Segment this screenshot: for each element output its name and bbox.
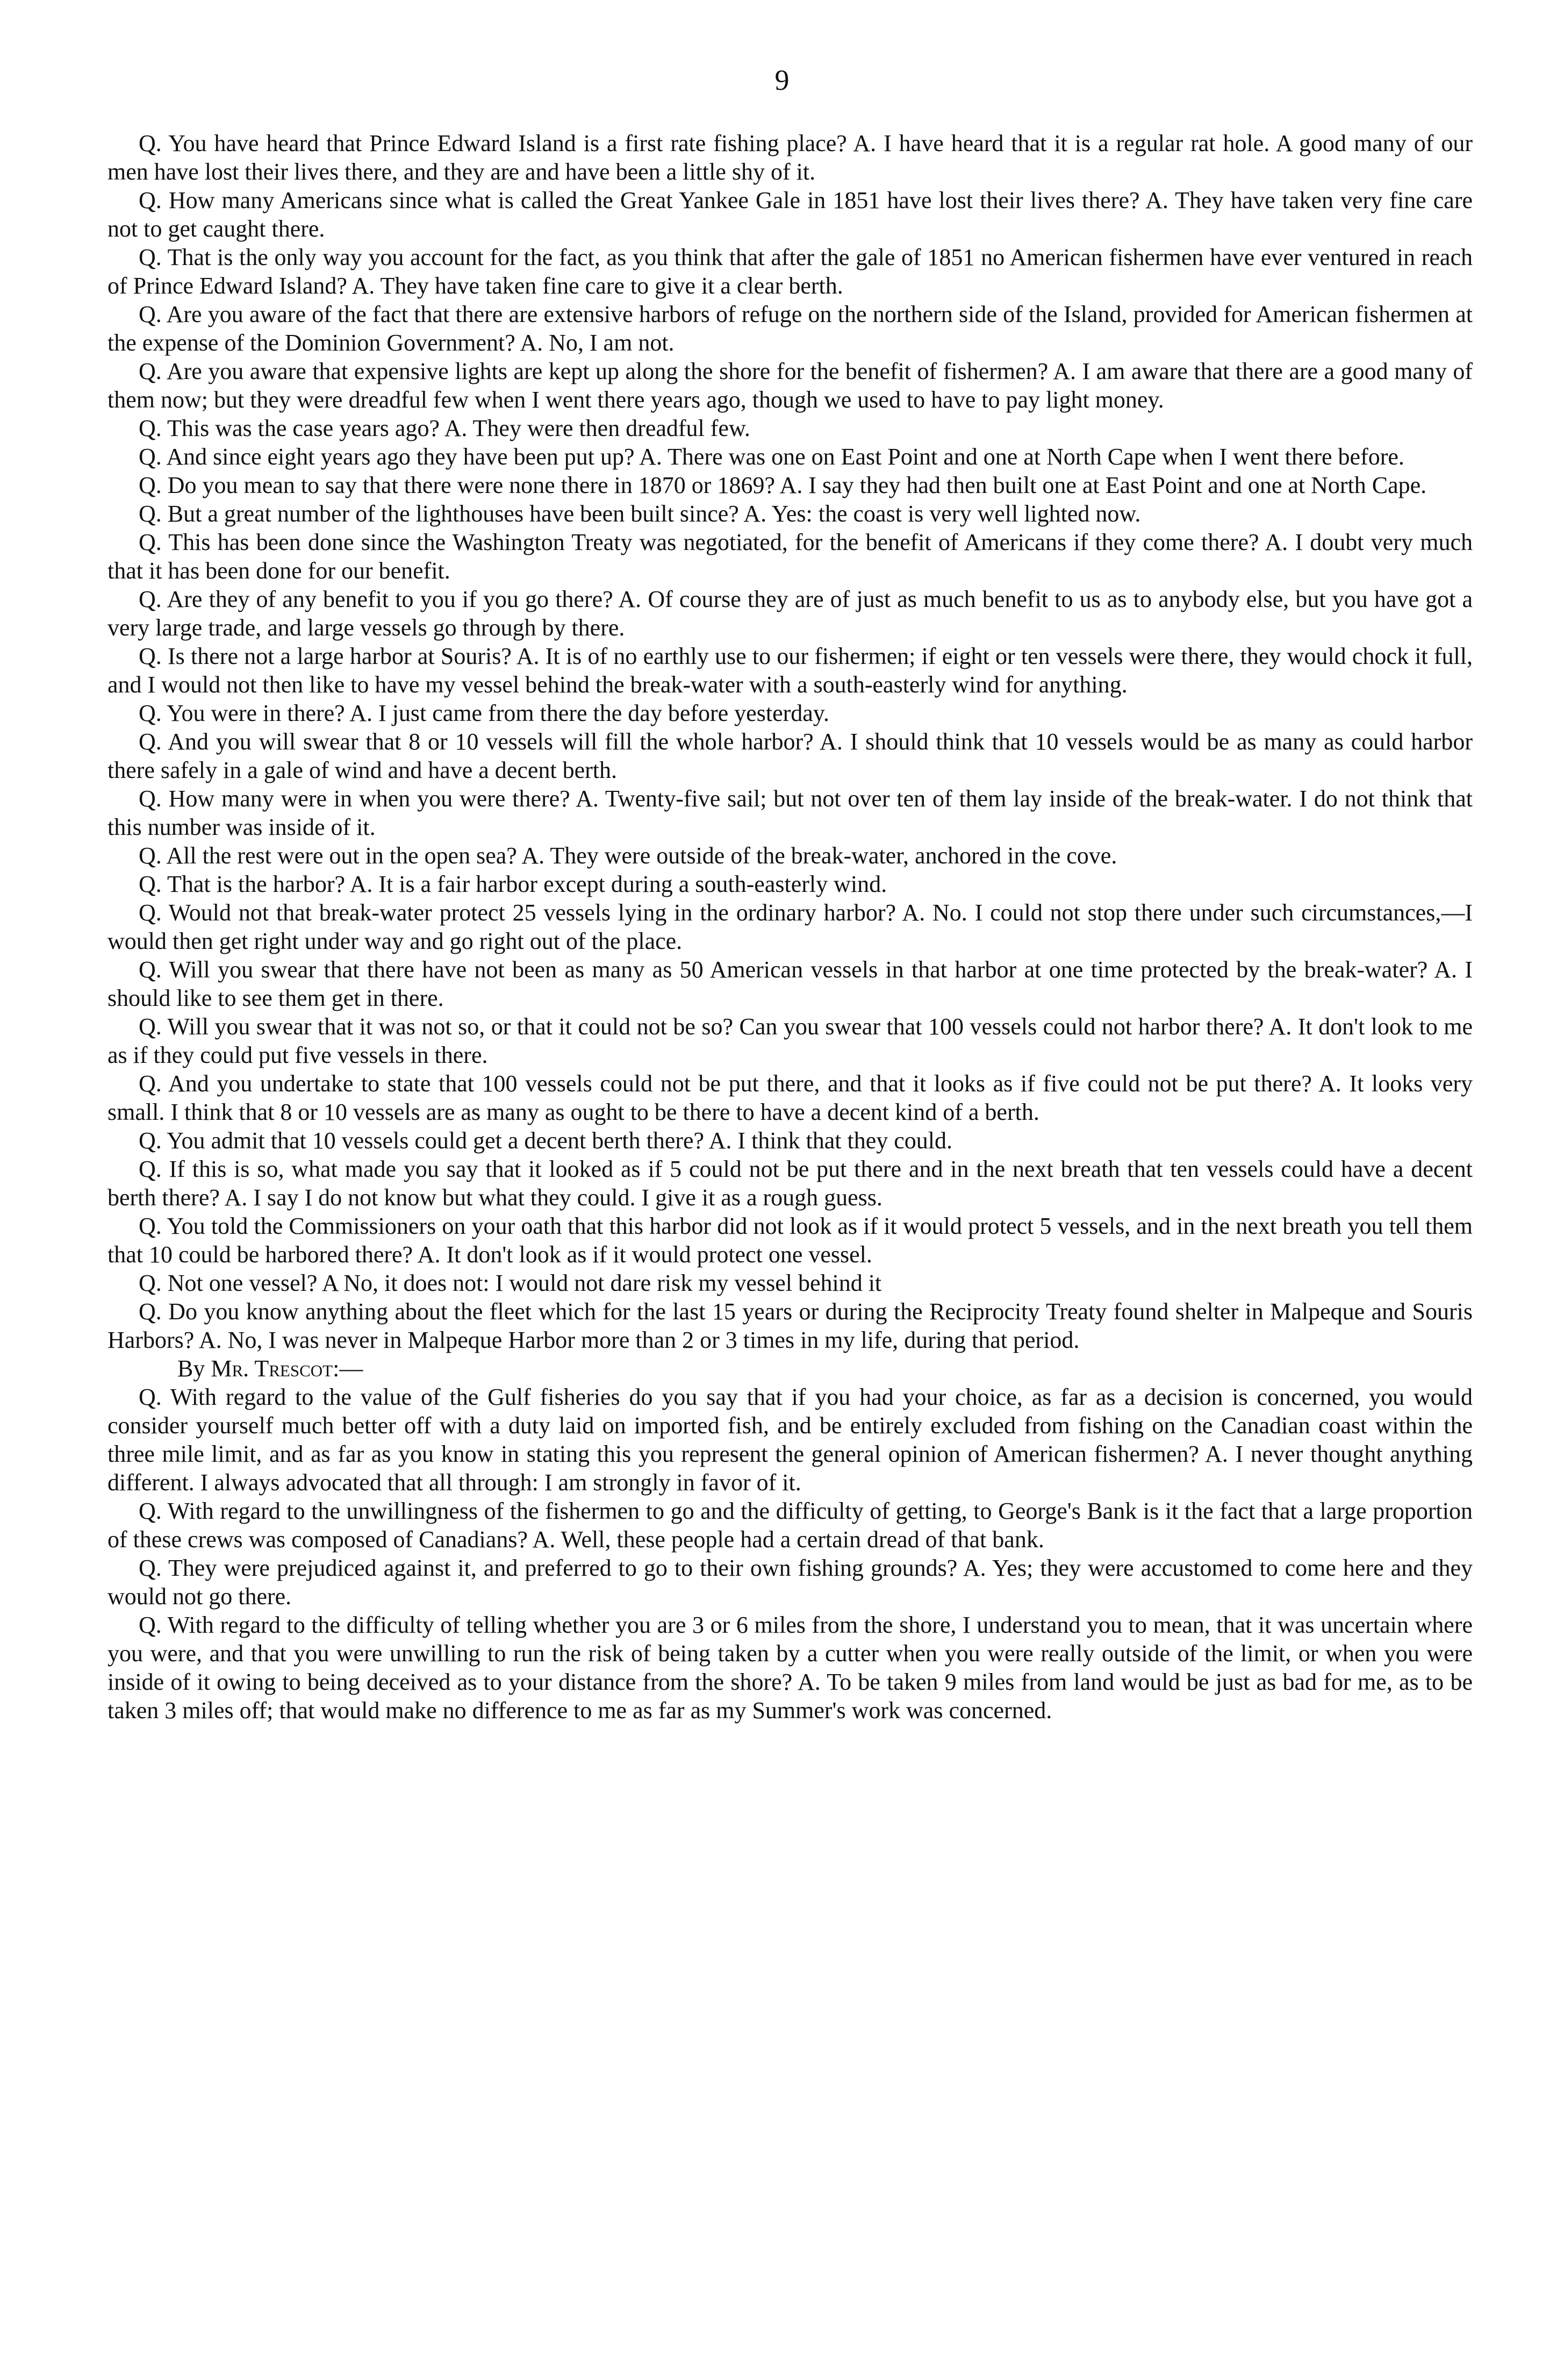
paragraph: Q. How many Americans since what is called the Great Yankee Gale in 1851 have lost their lives there? A. They have taken very fine care not to get caught there. <box>107 187 1473 242</box>
paragraph: Q. And you undertake to state that 100 vessels could not be put there, and that it looks as if five could not be put there? A. It looks very small. I think that 8 or 10 vessels are as many as ought to be there to have a decent kind of a berth. <box>107 1070 1473 1125</box>
paragraph: Q. Are you aware that expensive lights are kept up along the shore for the benefit of fishermen? A. I am aware that there are a good many of them now; but they were dreadful few when I went there years ago, though we used to have to pay light money. <box>107 358 1473 413</box>
page-number: 9 <box>774 64 790 96</box>
paragraph: Q. Do you mean to say that there were none there in 1870 or 1869? A. I say they had then built one at East Point and one at North Cape. <box>139 472 1427 498</box>
paragraph: Q. This has been done since the Washington Treaty was negotiated, for the benefit of Americans if they come there? A. I doubt very much that it has been done for our benefit. <box>107 529 1473 584</box>
paragraph: Q. But a great number of the lighthouses have been built since? A. Yes: the coast is very well lighted now. <box>139 501 1141 527</box>
paragraph: Q. Would not that break-water protect 25 vessels lying in the ordinary harbor? A. No. I could not stop there under such circumstances,—I would then get right under way and go right out of the place. <box>107 899 1473 954</box>
testimony-body <box>107 129 1473 1725</box>
paragraph: Q. And since eight years ago they have been put up? A. There was one on East Point and one at North Cape when I went there before. <box>139 444 1404 470</box>
paragraph: Q. Do you know anything about the fleet which for the last 15 years or during the Reciprocity Treaty found shelter in Malpeque and Souris Harbors? A. No, I was never in Malpeque Harbor more than 2 or 3 times in my life, during that period. <box>107 1298 1473 1353</box>
paragraph: Q. If this is so, what made you say that it looked as if 5 could not be put there and in the next breath that ten vessels could have a decent berth there? A. I say I do not know but what they could. I give it as a rough guess. <box>107 1156 1473 1211</box>
byline-suffix: :— <box>333 1355 363 1382</box>
paragraph: Q. You admit that 10 vessels could get a decent berth there? A. I think that they could. <box>139 1127 953 1154</box>
paragraph: Q. With regard to the value of the Gulf fisheries do you say that if you had your choice, as far as a decision is concerned, you would consider yourself much better off with a duty laid on imported fish, and be entirely excluded from fishing on the Canadian coast within the three mile limit, and as far as you know in stating this you represent the general opinion of American fishermen? A. I never thought anything different. I always advocated that all through: I am strongly in favor of it. <box>107 1384 1473 1496</box>
paragraph: Q. Not one vessel? A No, it does not: I would not dare risk my vessel behind it <box>139 1270 882 1296</box>
paragraph: Q. They were prejudiced against it, and preferred to go to their own fishing grounds? A. Yes; they were accustomed to come here and they would not go there. <box>107 1555 1473 1610</box>
paragraph: Q. All the rest were out in the open sea? A. They were outside of the break-water, anchored in the cove. <box>139 842 1117 869</box>
paragraph: Q. That is the only way you account for the fact, as you think that after the gale of 1851 no American fishermen have ever ventured in reach of Prince Edward Island? A. They have taken fine care to give it a clear berth. <box>107 244 1473 299</box>
paragraph: Q. And you will swear that 8 or 10 vessels will fill the whole harbor? A. I should think that 10 vessels would be as many as could harbor there safely in a gale of wind and have a decent berth. <box>107 728 1473 783</box>
examiner-name: Mr. Trescot <box>211 1355 333 1382</box>
paragraph: Q. Is there not a large harbor at Souris? A. It is of no earthly use to our fishermen; if eight or ten vessels were there, they would chock it full, and I would not then like to have my vessel behind the break-water with a south-easterly wind for anything. <box>107 643 1473 698</box>
paragraph: Q. This was the case years ago? A. They were then dreadful few. <box>139 415 750 441</box>
paragraph: Q. With regard to the unwillingness of the fishermen to go and the difficulty of getting, to George's Bank is it the fact that a large proportion of these crews was composed of Canadians? A. Well, these people had a certain dread of that bank. <box>107 1498 1473 1553</box>
byline-prefix: By <box>177 1355 211 1382</box>
paragraph: Q. Are they of any benefit to you if you go there? A. Of course they are of just as much benefit to us as to anybody else, but you have got a very large trade, and large vessels go through by there. <box>107 586 1473 641</box>
paragraph: Q. You told the Commissioners on your oath that this harbor did not look as if it would protect 5 vessels, and in the next breath you tell them that 10 could be harbored there? A. It don't look as if it would protect one vessel. <box>107 1213 1473 1268</box>
paragraph: Q. Are you aware of the fact that there are extensive harbors of refuge on the northern side of the Island, provided for American fishermen at the expense of the Dominion Government? A. No, I am not. <box>107 301 1473 356</box>
paragraph: Q. With regard to the difficulty of telling whether you are 3 or 6 miles from the shore, I understand you to mean, that it was uncertain where you were, and that you were unwilling to run the risk of being taken by a cutter when you were really outside of the limit, or when you were inside of it owing to being deceived as to your distance from the shore? A. To be taken 9 miles from land would be just as bad for me, as to be taken 3 miles off; that would make no difference to me as far as my Summer's work was concerned. <box>107 1612 1473 1724</box>
paragraph: Q. You were in there? A. I just came from there the day before yesterday. <box>139 700 829 726</box>
paragraph: Q. You have heard that Prince Edward Island is a first rate fishing place? A. I have heard that it is a regular rat hole. A good many of our men have lost their lives there, and they are and have been a little shy of it. <box>107 130 1473 185</box>
paragraph: Q. Will you swear that it was not so, or that it could not be so? Can you swear that 100 vessels could not harbor there? A. It don't look to me as if they could put five vessels in there. <box>107 1013 1473 1068</box>
paragraph: Q. How many were in when you were there? A. Twenty-five sail; but not over ten of them lay inside of the break-water. I do not think that this number was inside of it. <box>107 785 1473 840</box>
paragraph: Q. Will you swear that there have not been as many as 50 American vessels in that harbor at one time protected by the break-water? A. I should like to see them get in there. <box>107 956 1473 1011</box>
examiner-byline <box>107 1354 1473 1383</box>
paragraph: Q. That is the harbor? A. It is a fair harbor except during a south-easterly wind. <box>139 871 887 897</box>
